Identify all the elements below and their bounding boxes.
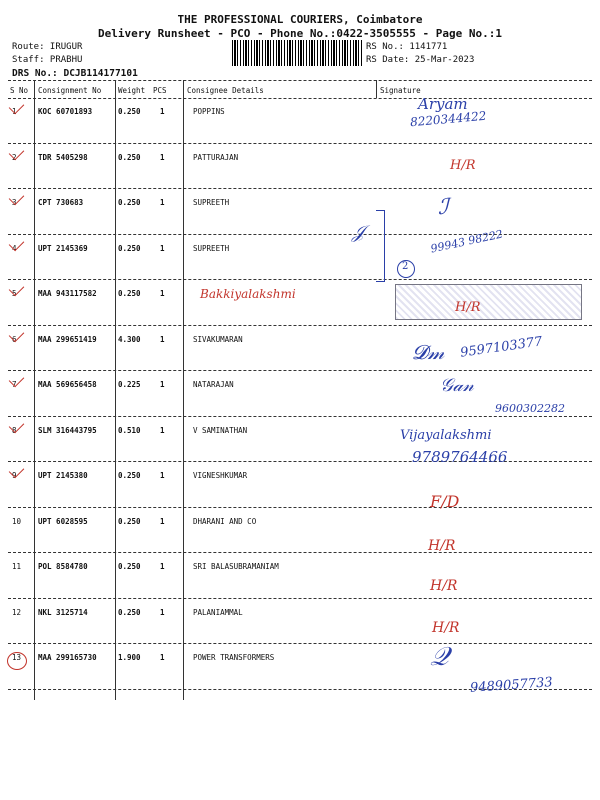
signature-aryam: Aryam: [418, 95, 468, 113]
row-consignment-no: MAA 943117582: [38, 289, 97, 298]
row-pcs: 1: [160, 562, 165, 571]
row-separator: [8, 279, 592, 280]
col-divider: [115, 80, 116, 700]
row-separator: [8, 188, 592, 189]
rs-number: RS No.: 1141771: [366, 42, 448, 52]
row-sno: 9: [12, 471, 17, 480]
row-pcs: 1: [160, 152, 165, 162]
row-consignment-no: MAA 299165730: [38, 653, 97, 662]
row-pcs: 1: [160, 653, 165, 662]
row-consignee: SUPREETH: [193, 198, 230, 207]
hr-mark: H/R: [430, 578, 458, 594]
row-weight: 0.225: [118, 380, 141, 389]
row-consignment-no: UPT 2145369: [38, 243, 88, 253]
bracket-mark: [376, 210, 385, 282]
row-separator: [8, 552, 592, 553]
row-consignee: NATARAJAN: [193, 380, 234, 389]
row-weight: 0.250: [118, 107, 141, 116]
signature-scribble: 𝓓𝓂: [412, 340, 445, 364]
col-header-pcs: PCS: [153, 86, 167, 95]
route-label: Route: IRUGUR: [12, 42, 83, 52]
row-consignment-no: MAA 299651419: [38, 334, 97, 344]
row-consignment-no: KOC 60701893: [38, 107, 93, 116]
handwritten-phone: 9597103377: [459, 334, 544, 361]
handwritten-name: Bakkiyalakshmi: [200, 287, 296, 301]
row-weight: 0.250: [118, 152, 141, 162]
row-pcs: 1: [160, 471, 165, 480]
col-header-consignment: Consignment No: [38, 86, 102, 95]
row-sno: 10: [12, 516, 22, 526]
initial-mark: 𝒥: [352, 222, 365, 243]
row-consignment-no: UPT 2145380: [38, 471, 88, 480]
col-divider: [376, 80, 377, 98]
drs-number: DRS No.: DCJB114177101: [12, 68, 138, 79]
col-header-signature: Signature: [380, 86, 421, 95]
row-pcs: 1: [160, 243, 165, 253]
row-weight: 0.250: [118, 471, 141, 480]
signature-scribble: ℐ: [438, 195, 449, 220]
row-consignment-no: UPT 6028595: [38, 516, 88, 526]
row-pcs: 1: [160, 107, 165, 116]
handwritten-phone: 9600302282: [495, 402, 565, 415]
document-title: THE PROFESSIONAL COURIERS, Coimbatore: [177, 13, 423, 26]
row-consignee: VIGNESHKUMAR: [193, 471, 248, 480]
col-divider: [183, 80, 184, 700]
row-pcs: 1: [160, 380, 165, 389]
row-weight: 4.300: [118, 334, 141, 344]
row-pcs: 1: [160, 289, 165, 298]
row-weight: 0.250: [118, 243, 141, 253]
row-weight: 0.250: [118, 289, 141, 298]
row-sno: 5: [12, 289, 17, 298]
receiver-stamp: [395, 284, 582, 320]
row-pcs: 1: [160, 516, 165, 526]
row-consignment-no: POL 8584780: [38, 562, 88, 571]
row-consignment-no: TDR 5405298: [38, 152, 88, 162]
col-header-weight: Weight: [118, 86, 146, 95]
row-sno: 6: [12, 334, 17, 344]
row-separator: [8, 643, 592, 644]
row-sno: 12: [12, 607, 22, 617]
col-header-consignee: Consignee Details: [187, 86, 264, 95]
row-consignee: POWER TRANSFORMERS: [193, 653, 275, 662]
row-weight: 1.900: [118, 653, 141, 662]
table-top-rule: [8, 80, 592, 81]
row-sno: 8: [12, 425, 17, 435]
row-consignee: POPPINS: [193, 107, 225, 116]
row-pcs: 1: [160, 607, 165, 617]
row-consignment-no: NKL 3125714: [38, 607, 88, 617]
circled-row-number: [7, 652, 27, 670]
row-pcs: 1: [160, 425, 165, 435]
row-separator: [8, 507, 592, 508]
row-consignee: V SAMINATHAN: [193, 425, 248, 435]
handwritten-phone: 8220344422: [409, 108, 487, 130]
row-consignee: PALANIAMMAL: [193, 607, 243, 617]
handwritten-name: Vijayalakshmi: [400, 428, 492, 443]
row-weight: 0.250: [118, 198, 141, 207]
col-header-sno: S No: [10, 86, 29, 95]
row-separator: [8, 234, 592, 235]
row-separator: [8, 325, 592, 326]
hr-mark: H/R: [450, 158, 476, 173]
row-separator: [8, 416, 592, 417]
barcode: [232, 40, 362, 66]
col-divider: [34, 80, 35, 700]
row-consignment-no: MAA 569656458: [38, 380, 97, 389]
hr-mark: H/R: [428, 538, 456, 554]
handwritten-phone: 9789764466: [412, 448, 508, 466]
row-consignee: SRI BALASUBRAMANIAM: [193, 562, 279, 571]
table-header-rule: [8, 98, 592, 99]
row-consignee: SIVAKUMARAN: [193, 334, 243, 344]
rs-date: RS Date: 25-Mar-2023: [366, 55, 475, 65]
row-separator: [8, 598, 592, 599]
circled-number: 2: [397, 260, 415, 278]
row-separator: [8, 143, 592, 144]
signature-scribble: 𝒬: [430, 642, 449, 672]
signature-scribble: 𝒢𝒶𝓃: [440, 375, 474, 396]
handwritten-phone: 9489057733: [469, 675, 554, 696]
row-sno: 2: [12, 152, 17, 162]
handwritten-phone: 99943 98222: [429, 227, 505, 256]
fd-mark: F/D: [430, 492, 460, 511]
row-weight: 0.250: [118, 562, 141, 571]
row-separator: [8, 370, 592, 371]
document-subtitle: Delivery Runsheet - PCO - Phone No.:0422-3505555 - Page No.:1: [98, 27, 502, 40]
row-sno: 11: [12, 562, 22, 571]
row-consignment-no: SLM 316443795: [38, 425, 97, 435]
row-pcs: 1: [160, 198, 165, 207]
row-sno: 4: [12, 243, 17, 253]
row-weight: 0.510: [118, 425, 141, 435]
hr-mark: H/R: [432, 620, 460, 636]
row-sno: 1: [12, 107, 17, 116]
row-consignee: SUPREETH: [193, 243, 230, 253]
staff-label: Staff: PRABHU: [12, 55, 83, 65]
row-sno: 7: [12, 380, 17, 389]
row-sno: 13: [12, 653, 22, 662]
row-consignment-no: CPT 730683: [38, 198, 84, 207]
row-sno: 3: [12, 198, 17, 207]
row-weight: 0.250: [118, 607, 141, 617]
row-weight: 0.250: [118, 516, 141, 526]
row-consignee: DHARANI AND CO: [193, 516, 257, 526]
hr-mark: H/R: [455, 300, 481, 315]
row-pcs: 1: [160, 334, 165, 344]
row-consignee: PATTURAJAN: [193, 152, 239, 162]
